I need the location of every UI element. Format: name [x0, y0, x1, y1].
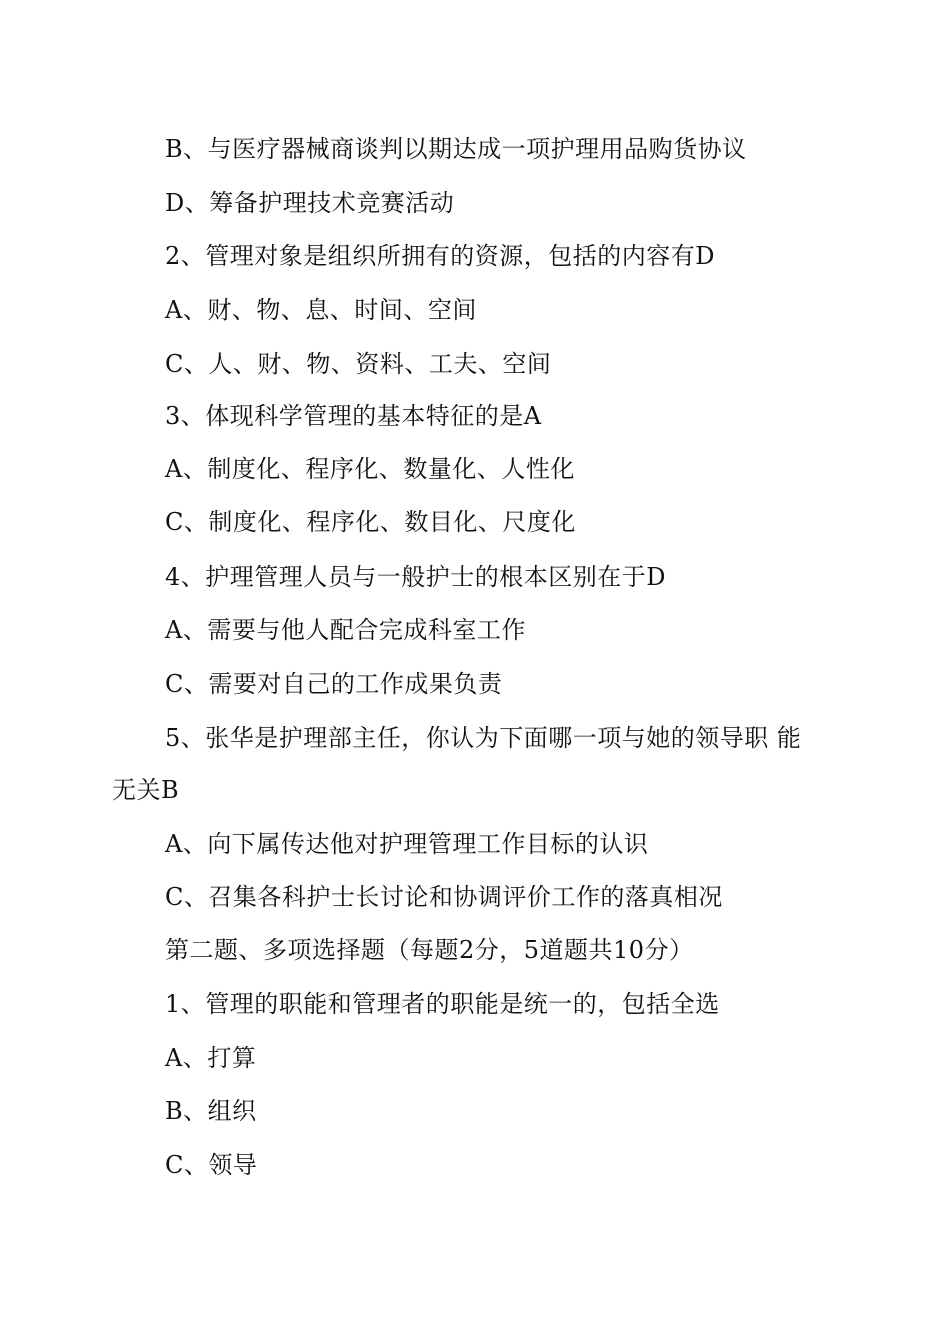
option-a-q2: A、财、物、息、时间、空间	[165, 296, 477, 324]
option-c-q4: C、需要对自己的工作成果负责	[165, 670, 503, 698]
option-b-q1: B、与医疗器械商谈判以期达成一项护理用品购货协议	[165, 135, 747, 163]
multi-option-b: B、组织	[165, 1097, 257, 1125]
option-d-q1: D、筹备护理技术竞赛活动	[165, 189, 455, 217]
option-a-q4: A、需要与他人配合完成科室工作	[165, 616, 526, 644]
option-c-q5: C、召集各科护士长讨论和协调评价工作的落真相况	[165, 883, 723, 911]
question-5-line-1: 5、张华是护理部主任，你认为下面哪一项与她的领导职 能	[165, 724, 802, 752]
multi-question-1: 1、管理的职能和管理者的职能是统一的，包括全选	[165, 990, 720, 1018]
question-3: 3、体现科学管理的基本特征的是A	[165, 402, 542, 430]
question-4: 4、护理管理人员与一般护士的根本区别在于D	[165, 563, 667, 591]
option-c-q3: C、制度化、程序化、数目化、尺度化	[165, 508, 576, 536]
question-5-line-2: 无关B	[112, 776, 180, 804]
option-a-q5: A、向下属传达他对护理管理工作目标的认识	[165, 830, 649, 858]
multi-option-a: A、打算	[165, 1044, 257, 1072]
option-a-q3: A、制度化、程序化、数量化、人性化	[165, 455, 575, 483]
option-c-q2: C、人、财、物、资料、工夫、空间	[165, 350, 552, 378]
section-heading-multiple-choice: 第二题、多项选择题（每题2分，5道题共10分）	[165, 936, 694, 964]
multi-option-c: C、领导	[165, 1151, 258, 1179]
question-2: 2、管理对象是组织所拥有的资源，包括的内容有D	[165, 242, 716, 270]
